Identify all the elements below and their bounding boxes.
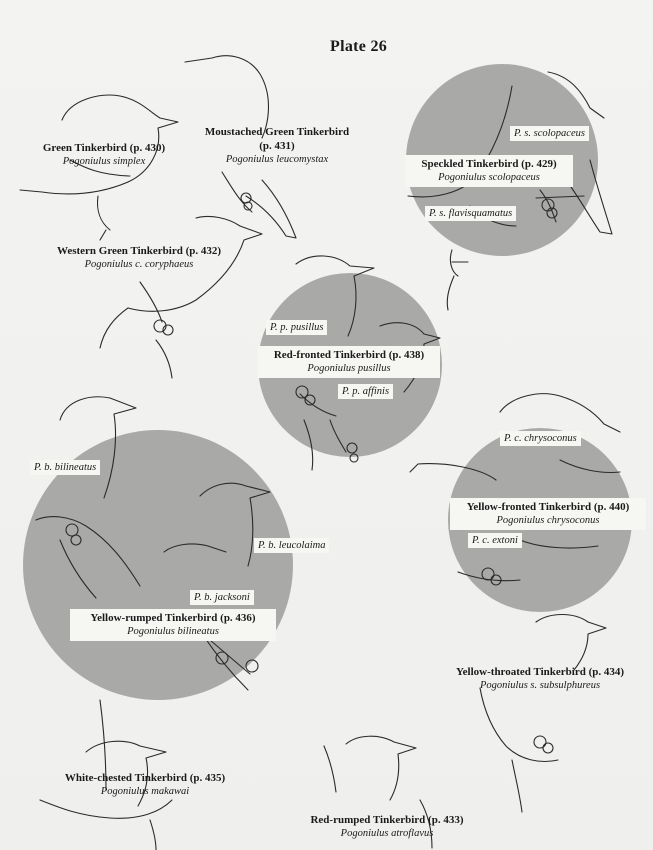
scientific-name: Pogoniulus scolopaceus	[438, 172, 540, 183]
label-yellowrumped-tinkerbird	[70, 609, 276, 641]
scientific-name: Pogoniulus s. subsulphureus	[479, 680, 601, 691]
label-yellowfronted-tinkerbird	[450, 498, 646, 530]
species-name: Western Green Tinkerbird (p. 432)	[56, 245, 222, 257]
species-name: Yellow-rumped Tinkerbird (p. 436)	[90, 612, 256, 624]
plate-title: Plate 26	[330, 38, 388, 55]
scientific-name: Pogoniulus leucomystax	[225, 154, 329, 165]
subspecies-p-affinis: P. p. affinis	[338, 384, 393, 399]
western-tinkerbird-outline	[100, 216, 262, 378]
label-green-tinkerbird	[24, 141, 184, 169]
scientific-name: Pogoniulus bilineatus	[127, 626, 219, 637]
label-yellowthroated-tinkerbird	[440, 665, 640, 693]
species-name-line1: Moustached Green Tinkerbird	[204, 126, 350, 138]
label-moustached-tinkerbird	[182, 125, 372, 167]
species-name: White-chested Tinkerbird (p. 435)	[64, 772, 226, 784]
species-name: Red-fronted Tinkerbird (p. 438)	[273, 349, 425, 361]
subspecies-b-leucolaima: P. b. leucolaima	[254, 538, 329, 553]
subspecies-s-scolopaceus: P. s. scolopaceus	[510, 126, 589, 141]
yellowthroated-tinkerbird-outline	[480, 615, 606, 813]
species-name: Yellow-throated Tinkerbird (p. 434)	[455, 666, 625, 678]
label-speckled-tinkerbird	[405, 155, 573, 187]
scientific-name: Pogoniulus chrysoconus	[496, 515, 600, 526]
scientific-name: Pogoniulus makawai	[100, 786, 190, 797]
subspecies-p-pusillus: P. p. pusillus	[266, 320, 327, 335]
subspecies-c-extoni: P. c. extoni	[468, 533, 522, 548]
species-name: Red-rumped Tinkerbird (p. 433)	[310, 814, 464, 826]
label-redfronted-tinkerbird	[258, 346, 440, 378]
species-name: Yellow-fronted Tinkerbird (p. 440)	[466, 501, 630, 513]
species-name: Speckled Tinkerbird (p. 429)	[421, 158, 557, 170]
subspecies-b-jacksoni: P. b. jacksoni	[190, 590, 254, 605]
label-western-tinkerbird	[34, 244, 244, 272]
scientific-name: Pogoniulus atroflavus	[340, 828, 434, 839]
species-name: Green Tinkerbird (p. 430)	[42, 142, 166, 154]
label-redrumped-tinkerbird	[292, 813, 482, 841]
label-whitechested-tinkerbird	[40, 771, 250, 799]
scientific-name: Pogoniulus pusillus	[307, 363, 391, 374]
species-name-line2: (p. 431)	[259, 140, 295, 152]
scientific-name: Pogoniulus simplex	[62, 156, 146, 167]
scientific-name: Pogoniulus c. coryphaeus	[84, 259, 194, 270]
subspecies-s-flavisquamatus: P. s. flavisquamatus	[425, 206, 516, 221]
subspecies-b-bilineatus: P. b. bilineatus	[30, 460, 100, 475]
subspecies-c-chrysoconus: P. c. chrysoconus	[500, 431, 581, 446]
